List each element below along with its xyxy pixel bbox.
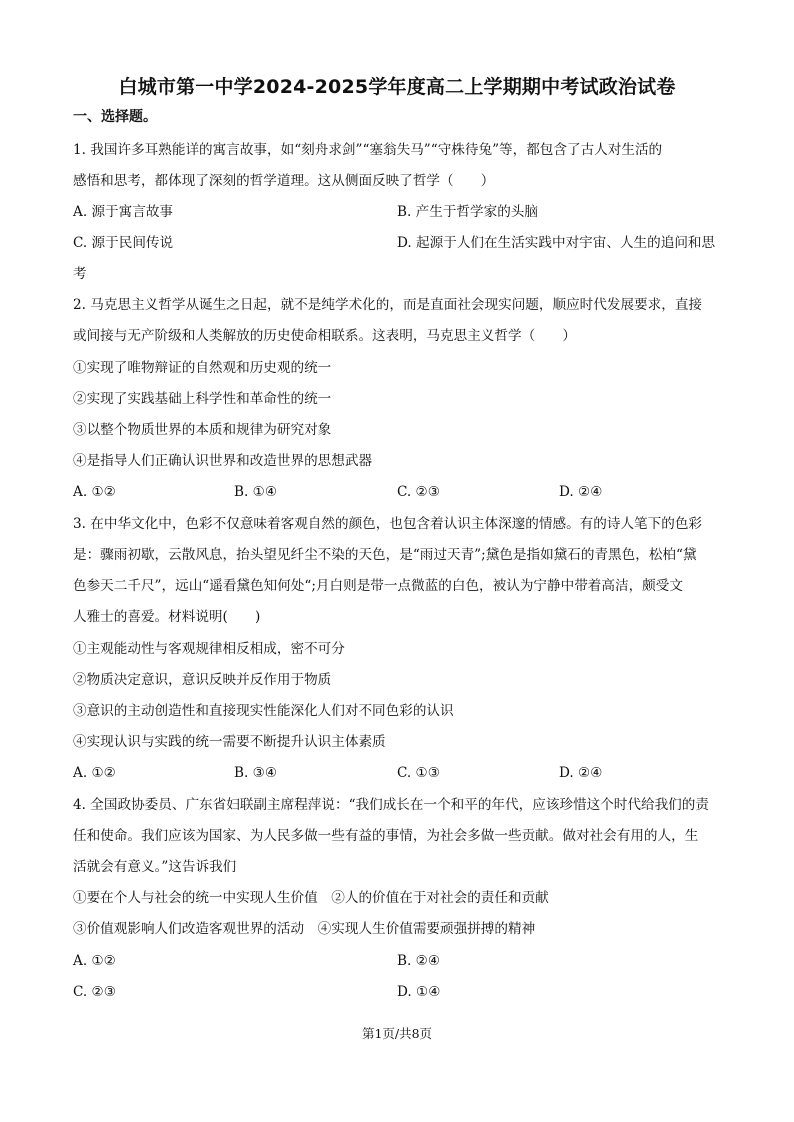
- q4-item-row: ①要在个人与社会的统一中实现人生价值 ②人的价值在于对社会的责任和贡献: [73, 890, 549, 906]
- q3-stem-line: 人雅士的喜爱。材料说明( ): [73, 609, 261, 625]
- q3-item-4: ④实现认识与实践的统一需要不断提升认识主体素质: [73, 734, 386, 750]
- q3-stem-line: 是：骤雨初歇，云散风息，抬头望见纤尘不染的天色，是“雨过天青”;黛色是指如黛石的青黑色，松柏“黛: [73, 547, 697, 563]
- q2-stem-line: 2. 马克思主义哲学从诞生之日起，就不是纯学术化的，而是直面社会现实问题，顺应时代发展要求，直接: [73, 297, 703, 313]
- q1-option-d-wrap: 考: [73, 266, 87, 282]
- q1-stem-line: 感悟和思考，都体现了深刻的哲学道理。这从侧面反映了哲学（ ）: [73, 173, 495, 189]
- q1-option-a: A. 源于寓言故事: [73, 204, 174, 220]
- q1-option-c: C. 源于民间传说: [73, 235, 174, 251]
- q2-option-d: D. ②④: [559, 484, 603, 500]
- q2-item-3: ③以整个物质世界的本质和规律为研究对象: [73, 422, 332, 438]
- q2-option-b: B. ①④: [234, 484, 278, 500]
- section-heading: 一、选择题。: [73, 109, 157, 125]
- q4-stem-line: 4. 全国政协委员、广东省妇联副主席程萍说：“我们成长在一个和平的年代，应该珍惜这个时代给我们的责: [73, 797, 709, 813]
- q4-stem-line: 任和使命。我们应该为国家、为人民多做一些有益的事情，为社会多做一些贡献。做对社会有用的人，生: [73, 828, 699, 844]
- q3-stem-line: 3. 在中华文化中，色彩不仅意味着客观自然的颜色，也包含着认识主体深邃的情感。有的诗人笔下的色彩: [73, 516, 703, 532]
- q3-item-1: ①主观能动性与客观规律相反相成，密不可分: [73, 641, 345, 657]
- q2-option-c: C. ②③: [397, 484, 440, 500]
- q4-option-c: C. ②③: [73, 984, 116, 1000]
- q3-item-3: ③意识的主动创造性和直接现实性能深化人们对不同色彩的认识: [73, 703, 454, 719]
- q3-stem-line: 色参天二千尺”，远山“遥看黛色知何处“;月白则是带一点微蓝的白色，被认为宁静中带着高洁，颇受文: [73, 578, 683, 594]
- q3-option-c: C. ①③: [397, 765, 440, 781]
- q2-item-4: ④是指导人们正确认识世界和改造世界的思想武器: [73, 453, 373, 469]
- q4-option-a: A. ①②: [73, 953, 116, 969]
- q2-item-2: ②实现了实践基础上科学性和革命性的统一: [73, 391, 332, 407]
- q1-stem-line: 1. 我国许多耳熟能详的寓言故事，如“刻舟求剑”“塞翁失马”“守株待兔”等，都包含了古人对生活的: [73, 142, 663, 158]
- q1-option-b: B. 产生于哲学家的头脑: [397, 204, 538, 220]
- q2-stem-line: 或间接与无产阶级和人类解放的历史使命相联系。这表明，马克思主义哲学（ ）: [73, 328, 576, 344]
- q3-item-2: ②物质决定意识，意识反映并反作用于物质: [73, 672, 332, 688]
- q4-item-row: ③价值观影响人们改造客观世界的活动 ④实现人生价值需要顽强拼搏的精神: [73, 921, 536, 937]
- q3-option-d: D. ②④: [559, 765, 603, 781]
- q2-option-a: A. ①②: [73, 484, 116, 500]
- q4-option-d: D. ①④: [397, 984, 441, 1000]
- q4-option-b: B. ②④: [397, 953, 441, 969]
- page-footer: 第1页/共8页: [361, 1026, 433, 1041]
- q2-item-1: ①实现了唯物辩证的自然观和历史观的统一: [73, 360, 332, 376]
- exam-title: 白城市第一中学2024-2025学年度高二上学期期中考试政治试卷: [118, 76, 676, 98]
- q1-option-d: D. 起源于人们在生活实践中对宇宙、人生的追问和思: [397, 235, 716, 251]
- q4-stem-line: 活就会有意义。”这告诉我们: [73, 859, 237, 875]
- q3-option-b: B. ③④: [234, 765, 278, 781]
- q3-option-a: A. ①②: [73, 765, 116, 781]
